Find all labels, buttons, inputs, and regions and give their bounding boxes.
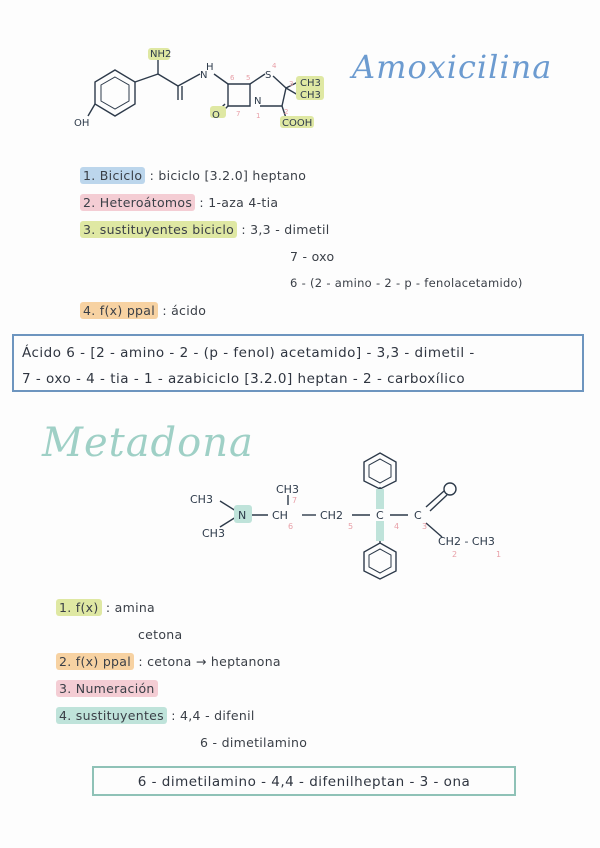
s-label: S <box>265 70 272 81</box>
ch2-label: CH2 <box>320 509 343 522</box>
svg-text:1: 1 <box>496 550 502 559</box>
meta-item-1-value-2: cetona <box>138 627 183 642</box>
amoxicilina-structure <box>60 40 340 140</box>
ethyl-label: CH2 - CH3 <box>438 535 495 548</box>
amox-item-3-value-2: 7 - oxo <box>290 249 335 264</box>
meta-item-4-value: : 4,4 - difenil <box>171 708 255 723</box>
n-label: N <box>238 509 247 522</box>
meta-item-4 <box>56 708 255 723</box>
o-label: O <box>212 110 220 121</box>
amox-item-4 <box>80 303 206 318</box>
n-label: N <box>200 70 208 81</box>
svg-text:4: 4 <box>394 522 400 531</box>
svg-text:5: 5 <box>246 74 251 82</box>
svg-text:4: 4 <box>272 62 277 70</box>
amox-item-3-value-3: 6 - (2 - amino - 2 - p - fenolacetamido) <box>290 276 523 290</box>
meta-item-1 <box>56 600 155 615</box>
ch3-left-bottom-label: CH3 <box>202 527 225 540</box>
svg-text:2: 2 <box>452 550 458 559</box>
amoxicilina-name-box <box>12 334 584 392</box>
amox-item-2-value: : 1-aza 4-tia <box>199 195 279 210</box>
svg-text:7: 7 <box>292 496 298 505</box>
amox-item-4-value: : ácido <box>162 303 207 318</box>
meta-item-3 <box>56 681 158 696</box>
c3-label: C <box>414 509 422 522</box>
c4-label: C <box>376 509 384 522</box>
ch3-a-label: CH3 <box>300 78 321 89</box>
amox-item-2-label: 2. Heteroátomos <box>80 194 195 211</box>
amox-name-line-2: 7 - oxo - 4 - tia - 1 - azabiciclo [3.2.0] heptan - 2 - carboxílico <box>22 371 466 387</box>
svg-text:2: 2 <box>284 108 289 116</box>
oh-label: OH <box>74 118 90 129</box>
meta-name-line-1: 6 - dimetilamino - 4,4 - difenilheptan - 3 - ona <box>137 774 471 790</box>
meta-item-4-value-2: 6 - dimetilamino <box>200 735 308 750</box>
svg-text:3: 3 <box>422 522 428 531</box>
metadona-name-box <box>92 766 516 796</box>
svg-text:5: 5 <box>348 522 354 531</box>
meta-item-4-label: 4. sustituyentes <box>56 707 167 724</box>
amox-item-1 <box>80 168 306 183</box>
meta-item-2-label: 2. f(x) ppal <box>56 653 134 670</box>
metadona-title: Metadona <box>42 420 254 466</box>
meta-item-2-value: : cetona → heptanona <box>138 654 281 669</box>
amox-item-4-label: 4. f(x) ppal <box>80 302 158 319</box>
amox-item-3-label: 3. sustituyentes biciclo <box>80 221 237 238</box>
amox-item-2 <box>80 195 278 210</box>
meta-item-2 <box>56 654 281 669</box>
h-label: H <box>206 62 214 73</box>
ch-label: CH <box>272 509 288 522</box>
svg-text:1: 1 <box>256 112 261 120</box>
meta-item-1-value: : amina <box>105 600 156 615</box>
amoxicilina-title: Amoxicilina <box>352 48 553 86</box>
amox-item-1-value: : biciclo [3.2.0] heptano <box>149 168 307 183</box>
svg-text:6: 6 <box>288 522 294 531</box>
cooh-label: COOH <box>282 118 313 129</box>
ch3-left-top-label: CH3 <box>190 493 213 506</box>
metadona-structure <box>180 445 540 590</box>
n-ring-label: N <box>254 96 262 107</box>
nh2-label: NH2 <box>150 49 172 60</box>
meta-item-1-label: 1. f(x) <box>56 599 102 616</box>
svg-text:6: 6 <box>230 74 235 82</box>
ch3-b-label: CH3 <box>300 90 321 101</box>
amox-item-3 <box>80 222 330 237</box>
svg-text:3: 3 <box>289 80 294 88</box>
amox-item-1-label: 1. Biciclo <box>80 167 145 184</box>
svg-text:7: 7 <box>236 110 241 118</box>
amox-name-line-1: Ácido 6 - [2 - amino - 2 - (p - fenol) acetamido] - 3,3 - dimetil - <box>22 345 475 361</box>
ch3-top-label: CH3 <box>276 483 299 496</box>
meta-item-3-label: 3. Numeración <box>56 680 158 697</box>
amox-item-3-value: : 3,3 - dimetil <box>241 222 330 237</box>
